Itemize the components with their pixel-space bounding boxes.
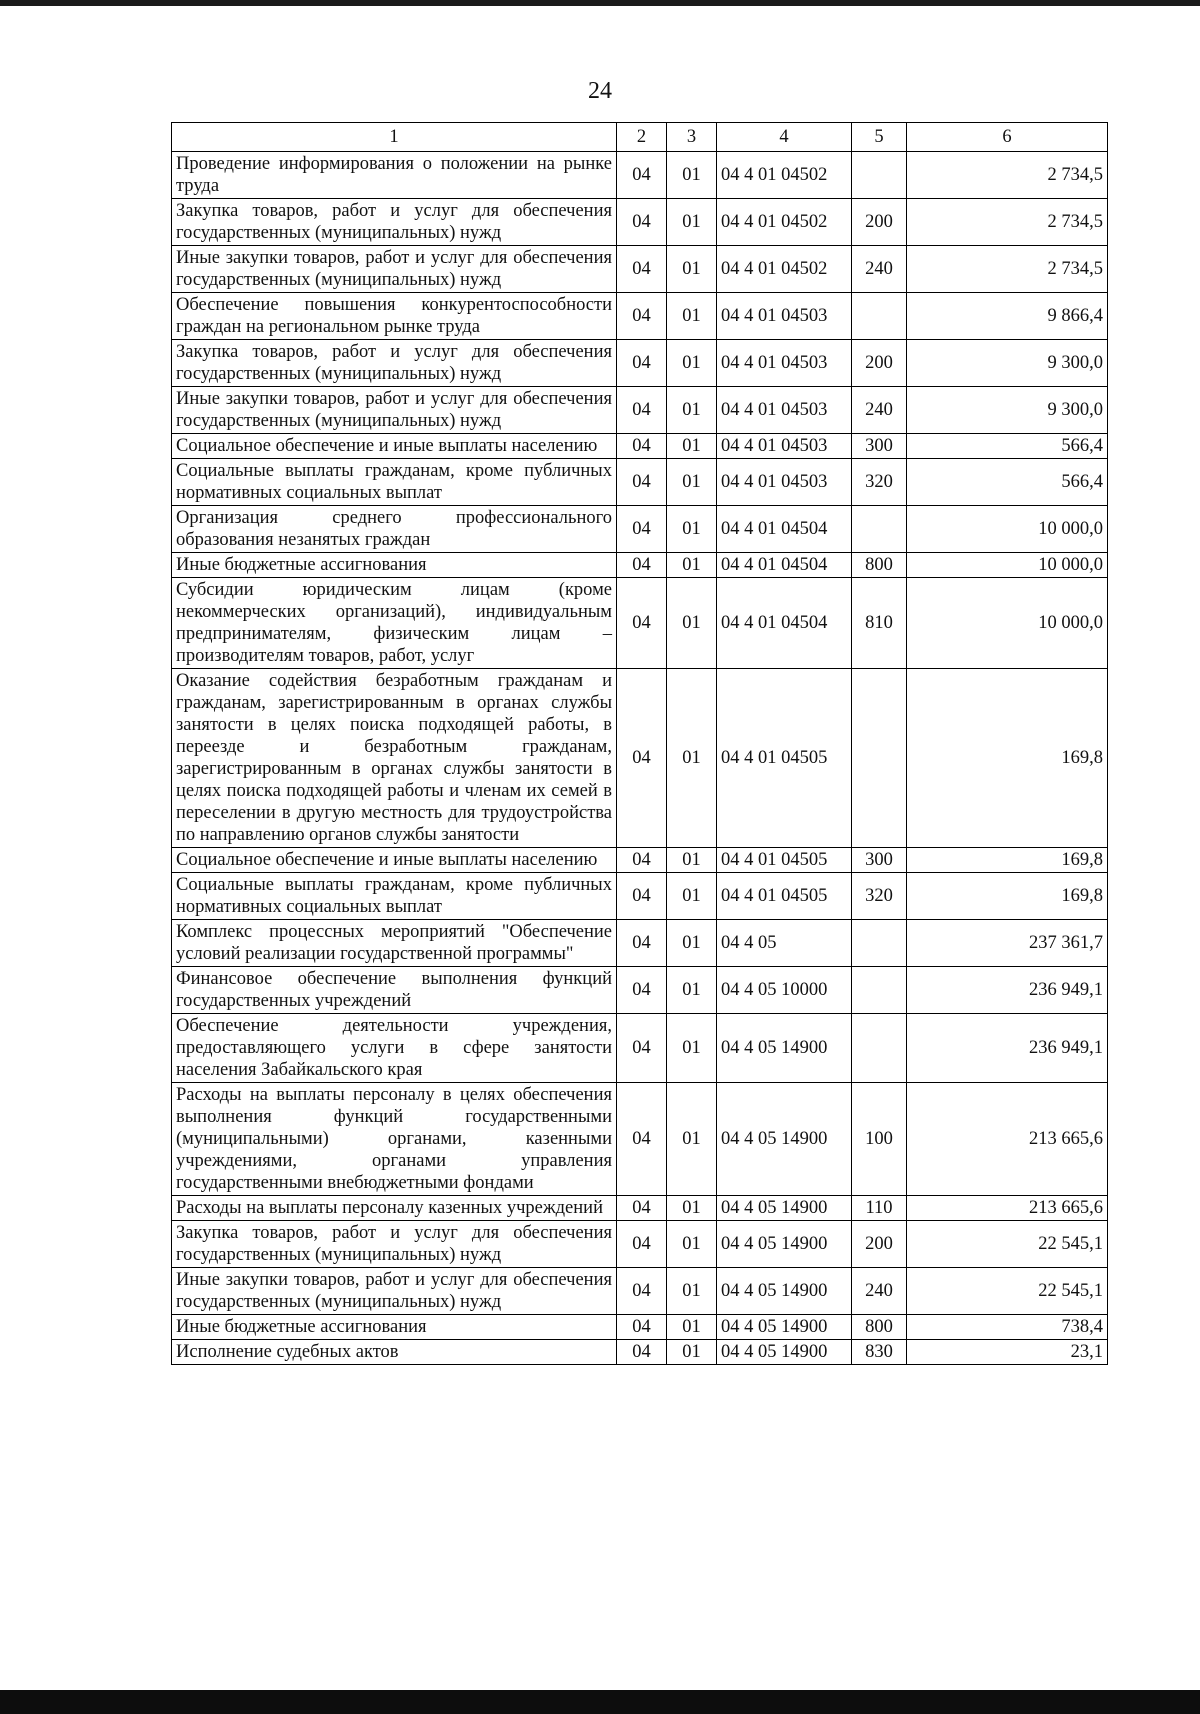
table-row	[172, 1083, 1108, 1196]
row-target-article-code: 04 4 01 04503	[717, 434, 852, 459]
row-subsection-code: 01	[667, 152, 717, 199]
row-expense-type-code	[852, 967, 907, 1014]
table-row	[172, 152, 1108, 199]
row-amount: 10 000,0	[907, 553, 1108, 578]
row-expense-type-code: 320	[852, 873, 907, 920]
row-description: Иные закупки товаров, работ и услуг для обеспечения государственных (муниципальных) нужд	[172, 246, 617, 293]
table-row	[172, 873, 1108, 920]
row-section-code: 04	[617, 967, 667, 1014]
row-expense-type-code	[852, 669, 907, 848]
row-amount: 236 949,1	[907, 967, 1108, 1014]
row-amount: 566,4	[907, 459, 1108, 506]
table-row	[172, 553, 1108, 578]
table-row	[172, 506, 1108, 553]
row-section-code: 04	[617, 506, 667, 553]
table-row	[172, 1221, 1108, 1268]
scan-top-border	[0, 0, 1200, 6]
row-description: Социальное обеспечение и иные выплаты населению	[172, 434, 617, 459]
row-target-article-code: 04 4 05 14900	[717, 1340, 852, 1365]
column-header: 4	[717, 123, 852, 152]
row-amount: 738,4	[907, 1315, 1108, 1340]
row-description: Закупка товаров, работ и услуг для обеспечения государственных (муниципальных) нужд	[172, 1221, 617, 1268]
row-description: Комплекс процессных мероприятий "Обеспечение условий реализации государственной программы"	[172, 920, 617, 967]
row-target-article-code: 04 4 05 14900	[717, 1083, 852, 1196]
row-target-article-code: 04 4 01 04504	[717, 578, 852, 669]
row-section-code: 04	[617, 920, 667, 967]
row-subsection-code: 01	[667, 1221, 717, 1268]
row-amount: 9 300,0	[907, 340, 1108, 387]
table-row	[172, 967, 1108, 1014]
row-amount: 169,8	[907, 873, 1108, 920]
row-section-code: 04	[617, 1014, 667, 1083]
row-amount: 9 300,0	[907, 387, 1108, 434]
row-expense-type-code: 800	[852, 1315, 907, 1340]
table-row	[172, 434, 1108, 459]
row-expense-type-code: 830	[852, 1340, 907, 1365]
row-description: Иные бюджетные ассигнования	[172, 1315, 617, 1340]
row-target-article-code: 04 4 05	[717, 920, 852, 967]
row-section-code: 04	[617, 340, 667, 387]
table-body	[172, 152, 1108, 1365]
row-section-code: 04	[617, 873, 667, 920]
table-row	[172, 848, 1108, 873]
row-section-code: 04	[617, 1196, 667, 1221]
row-amount: 169,8	[907, 669, 1108, 848]
row-target-article-code: 04 4 01 04503	[717, 340, 852, 387]
row-subsection-code: 01	[667, 848, 717, 873]
row-target-article-code: 04 4 05 14900	[717, 1196, 852, 1221]
row-expense-type-code: 200	[852, 340, 907, 387]
row-amount: 10 000,0	[907, 506, 1108, 553]
row-expense-type-code: 810	[852, 578, 907, 669]
row-subsection-code: 01	[667, 434, 717, 459]
table-row	[172, 340, 1108, 387]
row-subsection-code: 01	[667, 199, 717, 246]
row-expense-type-code: 300	[852, 848, 907, 873]
row-description: Исполнение судебных актов	[172, 1340, 617, 1365]
table-row	[172, 1196, 1108, 1221]
table-row	[172, 1014, 1108, 1083]
row-target-article-code: 04 4 01 04503	[717, 293, 852, 340]
row-section-code: 04	[617, 669, 667, 848]
row-expense-type-code: 200	[852, 1221, 907, 1268]
row-subsection-code: 01	[667, 553, 717, 578]
table-row	[172, 1268, 1108, 1315]
budget-table	[171, 122, 1108, 1365]
table-row	[172, 578, 1108, 669]
row-target-article-code: 04 4 01 04504	[717, 506, 852, 553]
row-subsection-code: 01	[667, 340, 717, 387]
row-amount: 9 866,4	[907, 293, 1108, 340]
row-subsection-code: 01	[667, 1340, 717, 1365]
row-target-article-code: 04 4 01 04503	[717, 459, 852, 506]
row-target-article-code: 04 4 01 04505	[717, 873, 852, 920]
table-row	[172, 459, 1108, 506]
row-amount: 236 949,1	[907, 1014, 1108, 1083]
row-subsection-code: 01	[667, 1014, 717, 1083]
table-row	[172, 199, 1108, 246]
row-section-code: 04	[617, 293, 667, 340]
row-target-article-code: 04 4 05 10000	[717, 967, 852, 1014]
table-row	[172, 246, 1108, 293]
table-row	[172, 920, 1108, 967]
row-section-code: 04	[617, 387, 667, 434]
row-subsection-code: 01	[667, 1196, 717, 1221]
scan-bottom-band	[0, 1690, 1200, 1714]
row-expense-type-code	[852, 920, 907, 967]
row-subsection-code: 01	[667, 1268, 717, 1315]
row-amount: 566,4	[907, 434, 1108, 459]
row-subsection-code: 01	[667, 506, 717, 553]
row-expense-type-code: 100	[852, 1083, 907, 1196]
row-target-article-code: 04 4 01 04502	[717, 199, 852, 246]
row-subsection-code: 01	[667, 387, 717, 434]
row-amount: 2 734,5	[907, 152, 1108, 199]
row-description: Организация среднего профессионального образования незанятых граждан	[172, 506, 617, 553]
row-target-article-code: 04 4 01 04505	[717, 669, 852, 848]
row-subsection-code: 01	[667, 459, 717, 506]
column-header: 2	[617, 123, 667, 152]
row-subsection-code: 01	[667, 873, 717, 920]
row-expense-type-code: 110	[852, 1196, 907, 1221]
row-target-article-code: 04 4 05 14900	[717, 1268, 852, 1315]
row-section-code: 04	[617, 848, 667, 873]
row-amount: 2 734,5	[907, 199, 1108, 246]
row-subsection-code: 01	[667, 1315, 717, 1340]
row-amount: 23,1	[907, 1340, 1108, 1365]
row-target-article-code: 04 4 01 04504	[717, 553, 852, 578]
row-target-article-code: 04 4 01 04505	[717, 848, 852, 873]
row-section-code: 04	[617, 246, 667, 293]
row-target-article-code: 04 4 05 14900	[717, 1221, 852, 1268]
row-section-code: 04	[617, 1315, 667, 1340]
row-description: Расходы на выплаты персоналу казенных учреждений	[172, 1196, 617, 1221]
row-amount: 213 665,6	[907, 1083, 1108, 1196]
row-target-article-code: 04 4 05 14900	[717, 1315, 852, 1340]
row-subsection-code: 01	[667, 669, 717, 848]
row-expense-type-code	[852, 293, 907, 340]
row-expense-type-code: 200	[852, 199, 907, 246]
row-expense-type-code: 800	[852, 553, 907, 578]
row-section-code: 04	[617, 152, 667, 199]
row-section-code: 04	[617, 459, 667, 506]
row-expense-type-code: 240	[852, 246, 907, 293]
row-section-code: 04	[617, 578, 667, 669]
row-expense-type-code: 300	[852, 434, 907, 459]
row-amount: 237 361,7	[907, 920, 1108, 967]
row-expense-type-code	[852, 1014, 907, 1083]
row-description: Обеспечение деятельности учреждения, предоставляющего услуги в сфере занятости населения Забайкальского края	[172, 1014, 617, 1083]
row-section-code: 04	[617, 199, 667, 246]
row-amount: 10 000,0	[907, 578, 1108, 669]
row-description: Закупка товаров, работ и услуг для обеспечения государственных (муниципальных) нужд	[172, 199, 617, 246]
row-expense-type-code: 240	[852, 387, 907, 434]
row-target-article-code: 04 4 01 04503	[717, 387, 852, 434]
column-header: 1	[172, 123, 617, 152]
row-section-code: 04	[617, 1340, 667, 1365]
row-description: Проведение информирования о положении на рынке труда	[172, 152, 617, 199]
row-target-article-code: 04 4 05 14900	[717, 1014, 852, 1083]
row-amount: 169,8	[907, 848, 1108, 873]
row-subsection-code: 01	[667, 967, 717, 1014]
row-description: Социальные выплаты гражданам, кроме публичных нормативных социальных выплат	[172, 873, 617, 920]
row-amount: 22 545,1	[907, 1221, 1108, 1268]
row-amount: 22 545,1	[907, 1268, 1108, 1315]
column-header: 6	[907, 123, 1108, 152]
row-description: Социальное обеспечение и иные выплаты населению	[172, 848, 617, 873]
row-expense-type-code	[852, 506, 907, 553]
row-description: Оказание содействия безработным гражданам и гражданам, зарегистрированным в органах службы занятости в целях поиска подходящей работы, в переезде и безработным гражданам, зарегистрированным в органах службы занятости в целях поиска подходящей работы и членам их семей в переселении в другую местность для трудоустройства по направлению органов службы занятости	[172, 669, 617, 848]
row-amount: 2 734,5	[907, 246, 1108, 293]
row-description: Иные бюджетные ассигнования	[172, 553, 617, 578]
row-subsection-code: 01	[667, 920, 717, 967]
table-row	[172, 1315, 1108, 1340]
table-row	[172, 1340, 1108, 1365]
row-description: Социальные выплаты гражданам, кроме публичных нормативных социальных выплат	[172, 459, 617, 506]
row-description: Закупка товаров, работ и услуг для обеспечения государственных (муниципальных) нужд	[172, 340, 617, 387]
page-number: 24	[588, 78, 612, 104]
row-subsection-code: 01	[667, 293, 717, 340]
row-section-code: 04	[617, 1083, 667, 1196]
row-description: Финансовое обеспечение выполнения функций государственных учреждений	[172, 967, 617, 1014]
table-row	[172, 293, 1108, 340]
row-expense-type-code: 240	[852, 1268, 907, 1315]
row-target-article-code: 04 4 01 04502	[717, 246, 852, 293]
column-header: 5	[852, 123, 907, 152]
row-target-article-code: 04 4 01 04502	[717, 152, 852, 199]
row-section-code: 04	[617, 1268, 667, 1315]
table-row	[172, 387, 1108, 434]
row-description: Иные закупки товаров, работ и услуг для обеспечения государственных (муниципальных) нужд	[172, 387, 617, 434]
row-section-code: 04	[617, 553, 667, 578]
row-subsection-code: 01	[667, 1083, 717, 1196]
row-subsection-code: 01	[667, 246, 717, 293]
row-subsection-code: 01	[667, 578, 717, 669]
table-header-row	[172, 123, 1108, 152]
row-description: Обеспечение повышения конкурентоспособности граждан на региональном рынке труда	[172, 293, 617, 340]
row-description: Расходы на выплаты персоналу в целях обеспечения выполнения функций государственными (муниципальными) органами, казенными учреждениями, органами управления государственными внебюджетными фондами	[172, 1083, 617, 1196]
column-header: 3	[667, 123, 717, 152]
row-section-code: 04	[617, 434, 667, 459]
table-row	[172, 669, 1108, 848]
row-amount: 213 665,6	[907, 1196, 1108, 1221]
row-expense-type-code	[852, 152, 907, 199]
row-description: Субсидии юридическим лицам (кроме некоммерческих организаций), индивидуальным предпринимателям, физическим лицам – производителям товаров, работ, услуг	[172, 578, 617, 669]
row-expense-type-code: 320	[852, 459, 907, 506]
row-description: Иные закупки товаров, работ и услуг для обеспечения государственных (муниципальных) нужд	[172, 1268, 617, 1315]
row-section-code: 04	[617, 1221, 667, 1268]
